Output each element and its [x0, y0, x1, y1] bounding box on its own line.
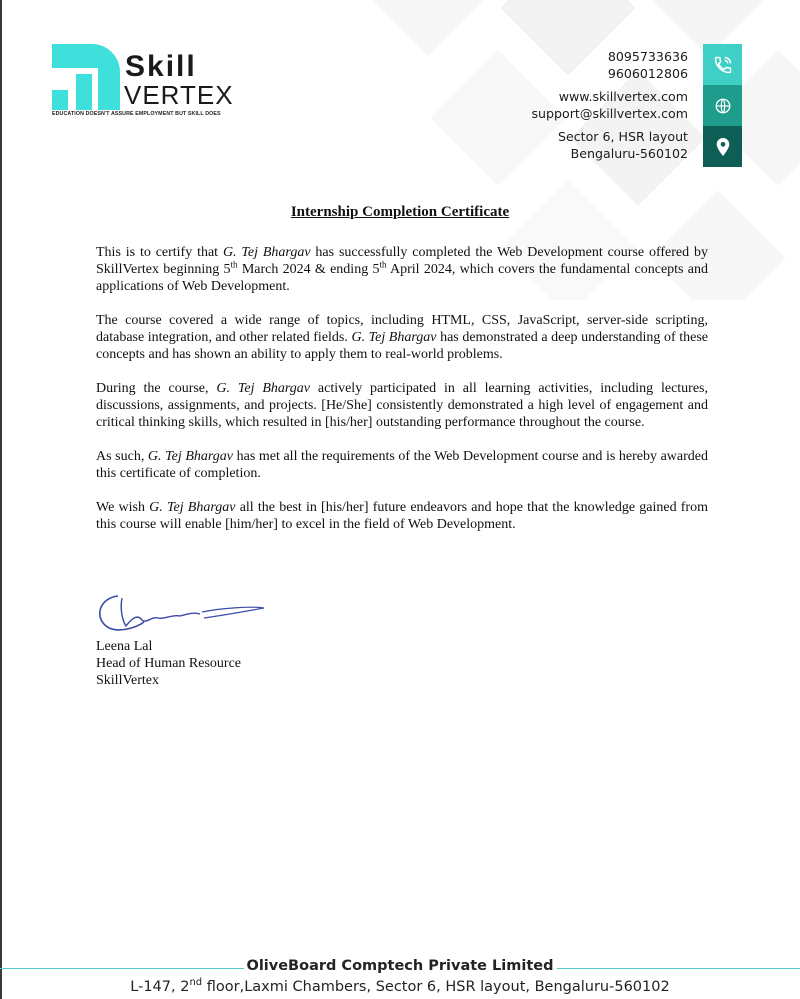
signatory-org: SkillVertex: [96, 673, 159, 688]
logo-text-vertex: VERTEX: [124, 80, 234, 110]
page-left-border: [0, 0, 2, 999]
signatory-name: Leena Lal: [96, 639, 153, 654]
signature-image: [92, 588, 272, 636]
certificate-title: Internship Completion Certificate: [290, 204, 510, 220]
body-paragraph-2: The course covered a wide range of topics, including HTML, CSS, JavaScript, server-side scripting, database integration, and other related fields. G. Tej Bhargav has demonstrated a deep understanding of these concepts and has shown an ability to apply them to real-world problems.: [96, 313, 708, 362]
phone-number-2: 9606012806: [607, 66, 688, 81]
signatory-block: [96, 638, 241, 689]
contact-block: [532, 48, 689, 168]
footer-address: L-147, 2nd floor,Laxmi Chambers, Sector 6, HSR layout, Bengaluru-560102: [130, 977, 670, 995]
certificate-body: [96, 244, 708, 550]
logo-mark-icon: [52, 44, 122, 110]
recipient-name: G. Tej Bhargav: [216, 381, 311, 396]
address-line-2: Bengaluru-560102: [570, 146, 688, 161]
email-link[interactable]: support@skillvertex.com: [531, 106, 688, 121]
address-line-1: Sector 6, HSR layout: [557, 129, 688, 144]
website-link[interactable]: www.skillvertex.com: [558, 89, 688, 104]
body-paragraph-3: During the course, G. Tej Bhargav actively participated in all learning activities, including lectures, discussions, assignments, and projects. [He/She] consistently demonstrated a high level of engagement and critical thinking skills, which resulted in [his/her] outstanding performance throughout the course.: [96, 381, 708, 430]
body-paragraph-5: We wish G. Tej Bhargav all the best in [his/her] future endeavors and hope that the knowledge gained from this course will enable [him/her] to excel in the field of Web Development.: [96, 500, 708, 532]
logo-text-skill: Skill: [125, 50, 197, 83]
contact-icon-strip: [703, 44, 742, 167]
signatory-role: Head of Human Resource: [96, 656, 242, 671]
recipient-name: G. Tej Bhargav: [147, 449, 234, 464]
recipient-name: G. Tej Bhargav: [149, 500, 236, 515]
logo-tagline: EDUCATION DOESN'T ASSURE EMPLOYMENT BUT SKILL DOES: [52, 111, 221, 117]
recipient-name: G. Tej Bhargav: [222, 245, 311, 260]
location-pin-icon: [703, 126, 742, 167]
footer-company-name: OliveBoard Comptech Private Limited: [0, 958, 800, 974]
globe-icon: [703, 85, 742, 126]
body-paragraph-1: This is to certify that G. Tej Bhargav has successfully completed the Web Development course offered by SkillVertex beginning 5th March 2024 & ending 5th April 2024, which covers the fundamental concepts and applications of Web Development.: [96, 245, 708, 294]
recipient-name: G. Tej Bhargav: [351, 330, 437, 345]
skillvertex-logo: [52, 44, 242, 124]
phone-number-1: 8095733636: [607, 49, 688, 64]
phone-icon: [703, 44, 742, 85]
body-paragraph-4: As such, G. Tej Bhargav has met all the requirements of the Web Development course and is hereby awarded this certificate of completion.: [96, 449, 709, 481]
